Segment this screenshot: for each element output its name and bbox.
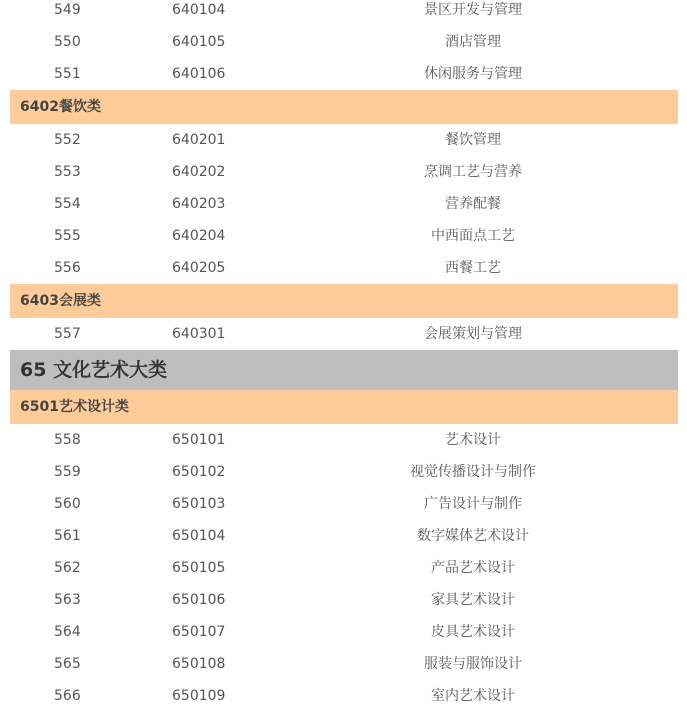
major-code: 650109 bbox=[172, 688, 226, 704]
table-row bbox=[10, 616, 678, 648]
major-name: 室内艺术设计 bbox=[431, 688, 515, 704]
table-row bbox=[10, 584, 678, 616]
table-row bbox=[10, 188, 678, 220]
major-code: 650104 bbox=[172, 528, 226, 544]
major-code: 650107 bbox=[172, 624, 226, 640]
major-name: 服装与服饰设计 bbox=[424, 656, 522, 672]
major-code: 640202 bbox=[172, 164, 226, 180]
table-row bbox=[10, 26, 678, 58]
row-number: 555 bbox=[54, 228, 81, 244]
row-number: 563 bbox=[54, 592, 81, 608]
category-header: 6402餐饮类 bbox=[10, 90, 678, 124]
row-number: 557 bbox=[54, 326, 81, 342]
major-code: 640105 bbox=[172, 34, 226, 50]
major-name: 中西面点工艺 bbox=[431, 228, 515, 244]
table-row bbox=[10, 156, 678, 188]
table-row bbox=[10, 488, 678, 520]
major-name: 产品艺术设计 bbox=[431, 560, 515, 576]
row-number: 558 bbox=[54, 432, 81, 448]
row-number: 564 bbox=[54, 624, 81, 640]
row-number: 549 bbox=[54, 2, 81, 18]
row-number: 559 bbox=[54, 464, 81, 480]
row-number: 552 bbox=[54, 132, 81, 148]
table-row bbox=[10, 124, 678, 156]
table-row bbox=[10, 220, 678, 252]
table-row bbox=[10, 520, 678, 552]
category-header: 6501艺术设计类 bbox=[10, 390, 678, 424]
row-number: 566 bbox=[54, 688, 81, 704]
major-name: 视觉传播设计与制作 bbox=[410, 464, 536, 480]
major-code: 650103 bbox=[172, 496, 226, 512]
row-number: 554 bbox=[54, 196, 81, 212]
row-number: 551 bbox=[54, 66, 81, 82]
row-number: 560 bbox=[54, 496, 81, 512]
table-row bbox=[10, 456, 678, 488]
major-code: 650108 bbox=[172, 656, 226, 672]
table-row bbox=[10, 552, 678, 584]
major-name: 餐饮管理 bbox=[445, 132, 501, 148]
row-number: 565 bbox=[54, 656, 81, 672]
table-row bbox=[10, 58, 678, 90]
table-row bbox=[10, 318, 678, 350]
major-name: 烹调工艺与营养 bbox=[424, 164, 522, 180]
table-row bbox=[10, 252, 678, 284]
major-name: 皮具艺术设计 bbox=[431, 624, 515, 640]
major-name: 景区开发与管理 bbox=[424, 2, 522, 18]
major-name: 数字媒体艺术设计 bbox=[417, 528, 529, 544]
table-row bbox=[10, 0, 678, 26]
table-row bbox=[10, 424, 678, 456]
major-catalog-table bbox=[10, 0, 678, 712]
major-code: 640301 bbox=[172, 326, 226, 342]
major-code: 640203 bbox=[172, 196, 226, 212]
table-row bbox=[10, 680, 678, 712]
major-code: 650102 bbox=[172, 464, 226, 480]
major-name: 西餐工艺 bbox=[445, 260, 501, 276]
major-name: 酒店管理 bbox=[445, 34, 501, 50]
row-number: 550 bbox=[54, 34, 81, 50]
major-name: 广告设计与制作 bbox=[424, 496, 522, 512]
row-number: 556 bbox=[54, 260, 81, 276]
major-name: 家具艺术设计 bbox=[431, 592, 515, 608]
major-name: 会展策划与管理 bbox=[424, 326, 522, 342]
major-code: 640106 bbox=[172, 66, 226, 82]
table-row bbox=[10, 648, 678, 680]
category-header: 6403会展类 bbox=[10, 284, 678, 318]
major-code: 640205 bbox=[172, 260, 226, 276]
major-name: 休闲服务与管理 bbox=[424, 66, 522, 82]
major-name: 艺术设计 bbox=[445, 432, 501, 448]
major-name: 营养配餐 bbox=[445, 196, 501, 212]
row-number: 553 bbox=[54, 164, 81, 180]
major-code: 640204 bbox=[172, 228, 226, 244]
major-code: 650101 bbox=[172, 432, 226, 448]
row-number: 562 bbox=[54, 560, 81, 576]
major-code: 650106 bbox=[172, 592, 226, 608]
major-code: 640104 bbox=[172, 2, 226, 18]
major-category-header: 65 文化艺术大类 bbox=[10, 350, 678, 390]
row-number: 561 bbox=[54, 528, 81, 544]
major-code: 650105 bbox=[172, 560, 226, 576]
major-code: 640201 bbox=[172, 132, 226, 148]
